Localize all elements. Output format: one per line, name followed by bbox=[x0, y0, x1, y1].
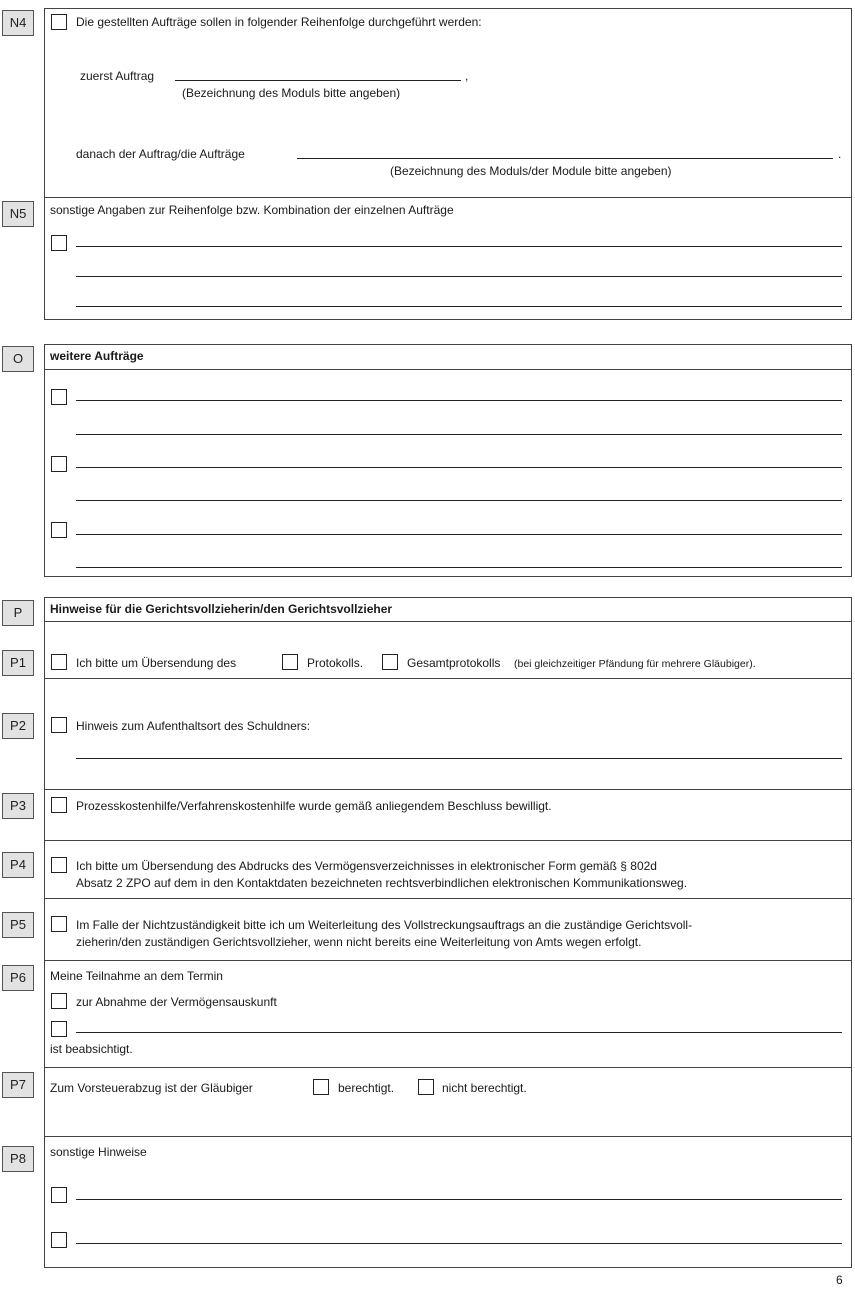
p5-text-line-1: Im Falle der Nichtzuständigkeit bitte ich um Weiterleitung des Vollstreckungsauftrags an die zuständige Gerichtsvoll- bbox=[76, 918, 693, 932]
divider bbox=[44, 678, 852, 679]
n4-then-order-field[interactable] bbox=[297, 158, 833, 159]
section-code-p8: P8 bbox=[2, 1146, 34, 1172]
o-checkbox-2[interactable] bbox=[51, 456, 67, 472]
p5-text-line-2: zieherin/den zuständigen Gerichtsvollzieher, wenn nicht bereits eine Weiterleitung von Amts wegen erfolgt. bbox=[76, 935, 642, 949]
p1-gesamtprotokoll-label: Gesamtprotokolls bbox=[407, 656, 501, 670]
p8-text: sonstige Hinweise bbox=[50, 1145, 147, 1159]
p6-checkbox-2[interactable] bbox=[51, 1021, 67, 1037]
p6-line[interactable] bbox=[76, 1032, 842, 1033]
o-line-1b[interactable] bbox=[76, 434, 842, 435]
p4-text-line-2: Absatz 2 ZPO auf dem in den Kontaktdaten bezeichneten rechtsverbindlichen elektronischen Kommunikationsweg. bbox=[76, 876, 688, 890]
p1-gesamtprotokoll-checkbox[interactable] bbox=[382, 654, 398, 670]
p2-checkbox[interactable] bbox=[51, 717, 67, 733]
p6-intro: Meine Teilnahme an dem Termin bbox=[50, 969, 223, 983]
o-line-3a[interactable] bbox=[76, 534, 842, 535]
p1-note: (bei gleichzeitiger Pfändung für mehrere Gläubiger). bbox=[514, 658, 756, 670]
n4-comma: , bbox=[465, 69, 469, 83]
n4-first-order-field[interactable] bbox=[175, 80, 461, 81]
section-code-p5: P5 bbox=[2, 912, 34, 938]
p2-text: Hinweis zum Aufenthaltsort des Schuldners: bbox=[76, 719, 311, 733]
p7-berechtigt-label: berechtigt. bbox=[338, 1081, 395, 1095]
n5-checkbox[interactable] bbox=[51, 235, 67, 251]
o-line-2b[interactable] bbox=[76, 500, 842, 501]
p8-line-1[interactable] bbox=[76, 1199, 842, 1200]
p8-line-2[interactable] bbox=[76, 1243, 842, 1244]
p3-checkbox[interactable] bbox=[51, 797, 67, 813]
o-title: weitere Aufträge bbox=[50, 349, 144, 363]
o-checkbox-1[interactable] bbox=[51, 389, 67, 405]
section-code-o: O bbox=[2, 346, 34, 372]
p7-nicht-berechtigt-checkbox[interactable] bbox=[418, 1079, 434, 1095]
divider bbox=[44, 197, 852, 198]
section-code-p4: P4 bbox=[2, 852, 34, 878]
section-o-frame bbox=[44, 344, 852, 577]
n5-line-3[interactable] bbox=[76, 306, 842, 307]
n5-line-2[interactable] bbox=[76, 276, 842, 277]
n4-period: . bbox=[838, 147, 842, 161]
section-code-p2: P2 bbox=[2, 713, 34, 739]
section-code-p7: P7 bbox=[2, 1072, 34, 1098]
n4-first-label: zuerst Auftrag bbox=[80, 69, 155, 83]
section-p-frame bbox=[44, 597, 852, 1268]
n4-checkbox[interactable] bbox=[51, 14, 67, 30]
page-number: 6 bbox=[836, 1273, 843, 1287]
o-line-2a[interactable] bbox=[76, 467, 842, 468]
p1-protokoll-label: Protokolls. bbox=[307, 656, 364, 670]
divider bbox=[44, 369, 852, 370]
n4-then-label: danach der Auftrag/die Aufträge bbox=[76, 147, 245, 161]
section-code-p3: P3 bbox=[2, 793, 34, 819]
divider bbox=[44, 621, 852, 622]
p2-line[interactable] bbox=[76, 758, 842, 759]
divider bbox=[44, 840, 852, 841]
divider bbox=[44, 960, 852, 961]
divider bbox=[44, 1136, 852, 1137]
divider bbox=[44, 1067, 852, 1068]
p3-text: Prozesskostenhilfe/Verfahrenskostenhilfe wurde gemäß anliegendem Beschluss bewilligt. bbox=[76, 799, 552, 813]
p7-nicht-berechtigt-label: nicht berechtigt. bbox=[442, 1081, 527, 1095]
p6-checkbox-1[interactable] bbox=[51, 993, 67, 1009]
p7-berechtigt-checkbox[interactable] bbox=[313, 1079, 329, 1095]
p1-checkbox[interactable] bbox=[51, 654, 67, 670]
divider bbox=[44, 898, 852, 899]
p7-text: Zum Vorsteuerabzug ist der Gläubiger bbox=[50, 1081, 253, 1095]
p6-footer: ist beabsichtigt. bbox=[50, 1042, 133, 1056]
n4-text: Die gestellten Aufträge sollen in folgender Reihenfolge durchgeführt werden: bbox=[76, 15, 482, 29]
p4-checkbox[interactable] bbox=[51, 857, 67, 873]
section-code-n5: N5 bbox=[2, 201, 34, 227]
p8-checkbox-1[interactable] bbox=[51, 1187, 67, 1203]
o-line-3b[interactable] bbox=[76, 567, 842, 568]
p4-text-line-1: Ich bitte um Übersendung des Abdrucks des Vermögensverzeichnisses in elektronischer Form gemäß § 802d bbox=[76, 859, 657, 873]
section-code-p6: P6 bbox=[2, 965, 34, 991]
p6-option-1: zur Abnahme der Vermögensauskunft bbox=[76, 995, 277, 1009]
p8-checkbox-2[interactable] bbox=[51, 1232, 67, 1248]
p1-text: Ich bitte um Übersendung des bbox=[76, 656, 237, 670]
o-checkbox-3[interactable] bbox=[51, 522, 67, 538]
p5-checkbox[interactable] bbox=[51, 916, 67, 932]
o-line-1a[interactable] bbox=[76, 400, 842, 401]
n5-line-1[interactable] bbox=[76, 246, 842, 247]
section-code-p: P bbox=[2, 600, 34, 626]
n5-text: sonstige Angaben zur Reihenfolge bzw. Kombination der einzelnen Aufträge bbox=[50, 203, 454, 217]
section-code-n4: N4 bbox=[2, 10, 34, 36]
p-title: Hinweise für die Gerichtsvollzieherin/den Gerichtsvollzieher bbox=[50, 602, 393, 616]
divider bbox=[44, 789, 852, 790]
n4-first-hint: (Bezeichnung des Moduls bitte angeben) bbox=[182, 86, 401, 100]
p1-protokoll-checkbox[interactable] bbox=[282, 654, 298, 670]
section-code-p1: P1 bbox=[2, 650, 34, 676]
n4-then-hint: (Bezeichnung des Moduls/der Module bitte angeben) bbox=[390, 164, 672, 178]
